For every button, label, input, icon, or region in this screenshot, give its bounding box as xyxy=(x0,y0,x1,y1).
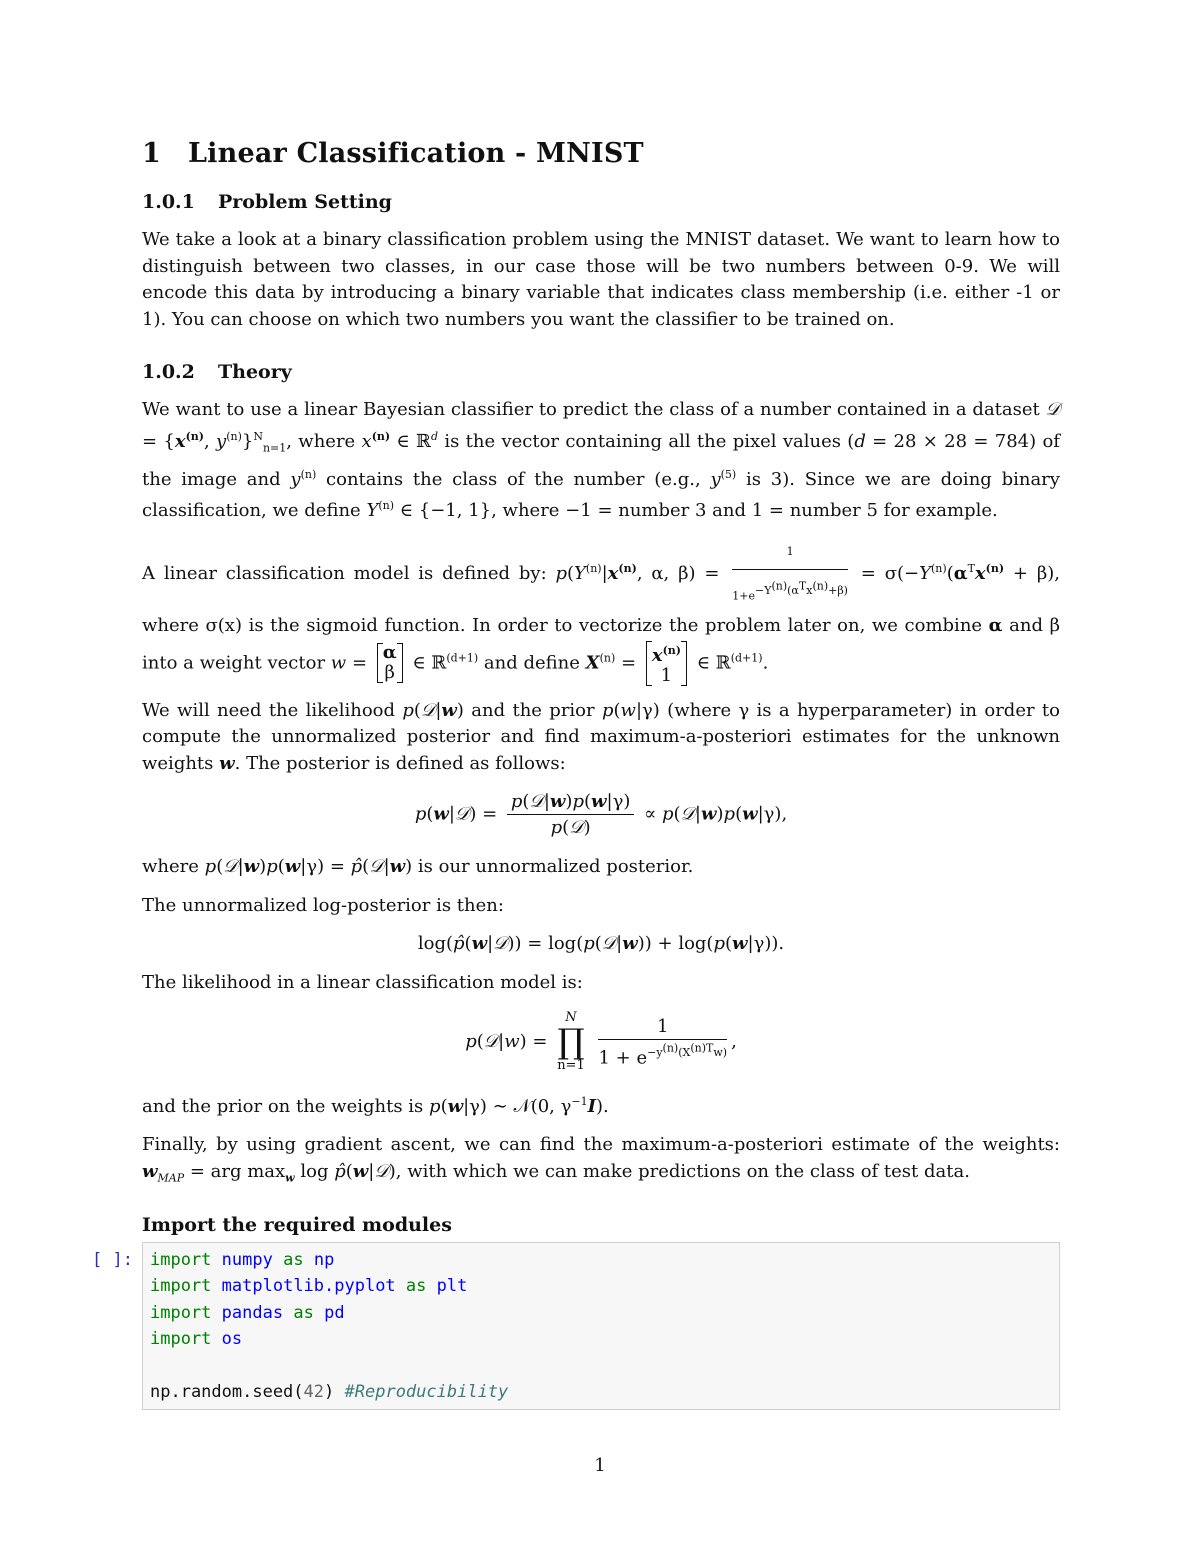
theory-paragraph-4: where p(𝒟|w)p(w|γ) = p̂(𝒟|w) is our unnormalized posterior. xyxy=(142,856,694,878)
theory-paragraph-8: Finally, by using gradient ascent, we can find the maximum-a-posteriori estimate of the weights: $w_{MAP}$ = arg $\max_w \log$ p̂(w|𝒟), with which we can make predictions on the class of test data. xyxy=(142,1134,1060,1185)
code-cell-source[interactable]: import numpy as np import matplotlib.pyplot as plt import pandas as pd import os np.random.seed(42) #Reproducibility xyxy=(150,1250,509,1403)
section-heading-problem-setting: 1.0.1 Problem Setting xyxy=(142,191,392,213)
theory-paragraph-7: and the prior on the weights is p(w|γ) ∼ 𝒩(0, $\gamma^{-1}I$). xyxy=(142,1094,609,1117)
likelihood-equation: p(𝒟|w) = N ∏ n=1 $\frac{1}{1 + e^{-y^{(n)}(X^{(n)T}w)}}$ , xyxy=(465,1009,737,1073)
page-number: 1 xyxy=(594,1455,606,1476)
cell-prompt: [ ]: xyxy=(92,1250,133,1270)
theory-paragraph-1: We want to use a linear Bayesian classifier to predict the class of a number contained in a dataset 𝒟 = {$x^{(n)}$, $y^{(n)}\}^N_{n=1}$, where $x^{(n)}$ ∈ ℝ$^d$ is the vector containing all the pixel values (d = 28 × 28 = 784) of the image and $y^{(n)}$ contains the class of the number (e.g., $y^{(5)}$ is 3). Since we are doing binary classification, we define $Y^{(n)}$ ∈ {−1, 1}, where −1 = number 3 and 1 = number 5 for example. xyxy=(142,399,1060,522)
document-body xyxy=(142,138,1060,1238)
theory-paragraph-3: We will need the likelihood p(𝒟|w) and the prior p(w|γ) (where γ is a hyperparameter) in order to compute the unnormalized posterior and find maximum-a-posteriori estimates for the unknown weights w. The posterior is defined as follows: xyxy=(142,699,1061,774)
theory-paragraph-6: The likelihood in a linear classification model is: xyxy=(142,972,583,994)
import-modules-heading: Import the required modules xyxy=(142,1214,452,1236)
posterior-equation: p(w|𝒟) = $\frac{\text{p(𝒟|w)p(w|γ)}}{\text{p(𝒟)}}$ ∝ p(𝒟|w)p(w|γ), xyxy=(414,791,788,839)
theory-paragraph-2: A linear classification model is defined by: $p(Y^{(n)}|x^{(n)}$, α, β) = $\frac{1}{1+e^{-Y^{(n)}(\alpha^Tx^{(n)}+\beta)}}$ = $\sigma(-Y^{(n)}(\alpha^Tx^{(n)} + \beta)$, where σ(x) is the sigmoid function. In order to vectorize the problem later on, we combine α and β into a weight vector w = α β ∈ ℝ$^{(d+1)}$ and define $X^{(n)} = x^{(n)}$ 1 ∈ ℝ$^{(d+1)}$. xyxy=(142,537,1060,686)
log-posterior-equation: log(p̂(w|𝒟)) = log(p(𝒟|w)) + log(p(w|γ)). xyxy=(417,933,785,955)
section-heading-theory: 1.0.2 Theory xyxy=(142,361,292,383)
theory-paragraph-5: The unnormalized log-posterior is then: xyxy=(142,894,504,916)
page-title: 1 Linear Classification - MNIST xyxy=(142,138,644,169)
problem-setting-paragraph: We take a look at a binary classification problem using the MNIST dataset. We want to learn how to distinguish between two classes, in our case those will be two numbers between 0-9. We will encode this data by introducing a binary variable that indicates class membership (i.e. either -1 or 1). You can choose on which two numbers you want the classifier to be trained on. xyxy=(142,229,1060,330)
